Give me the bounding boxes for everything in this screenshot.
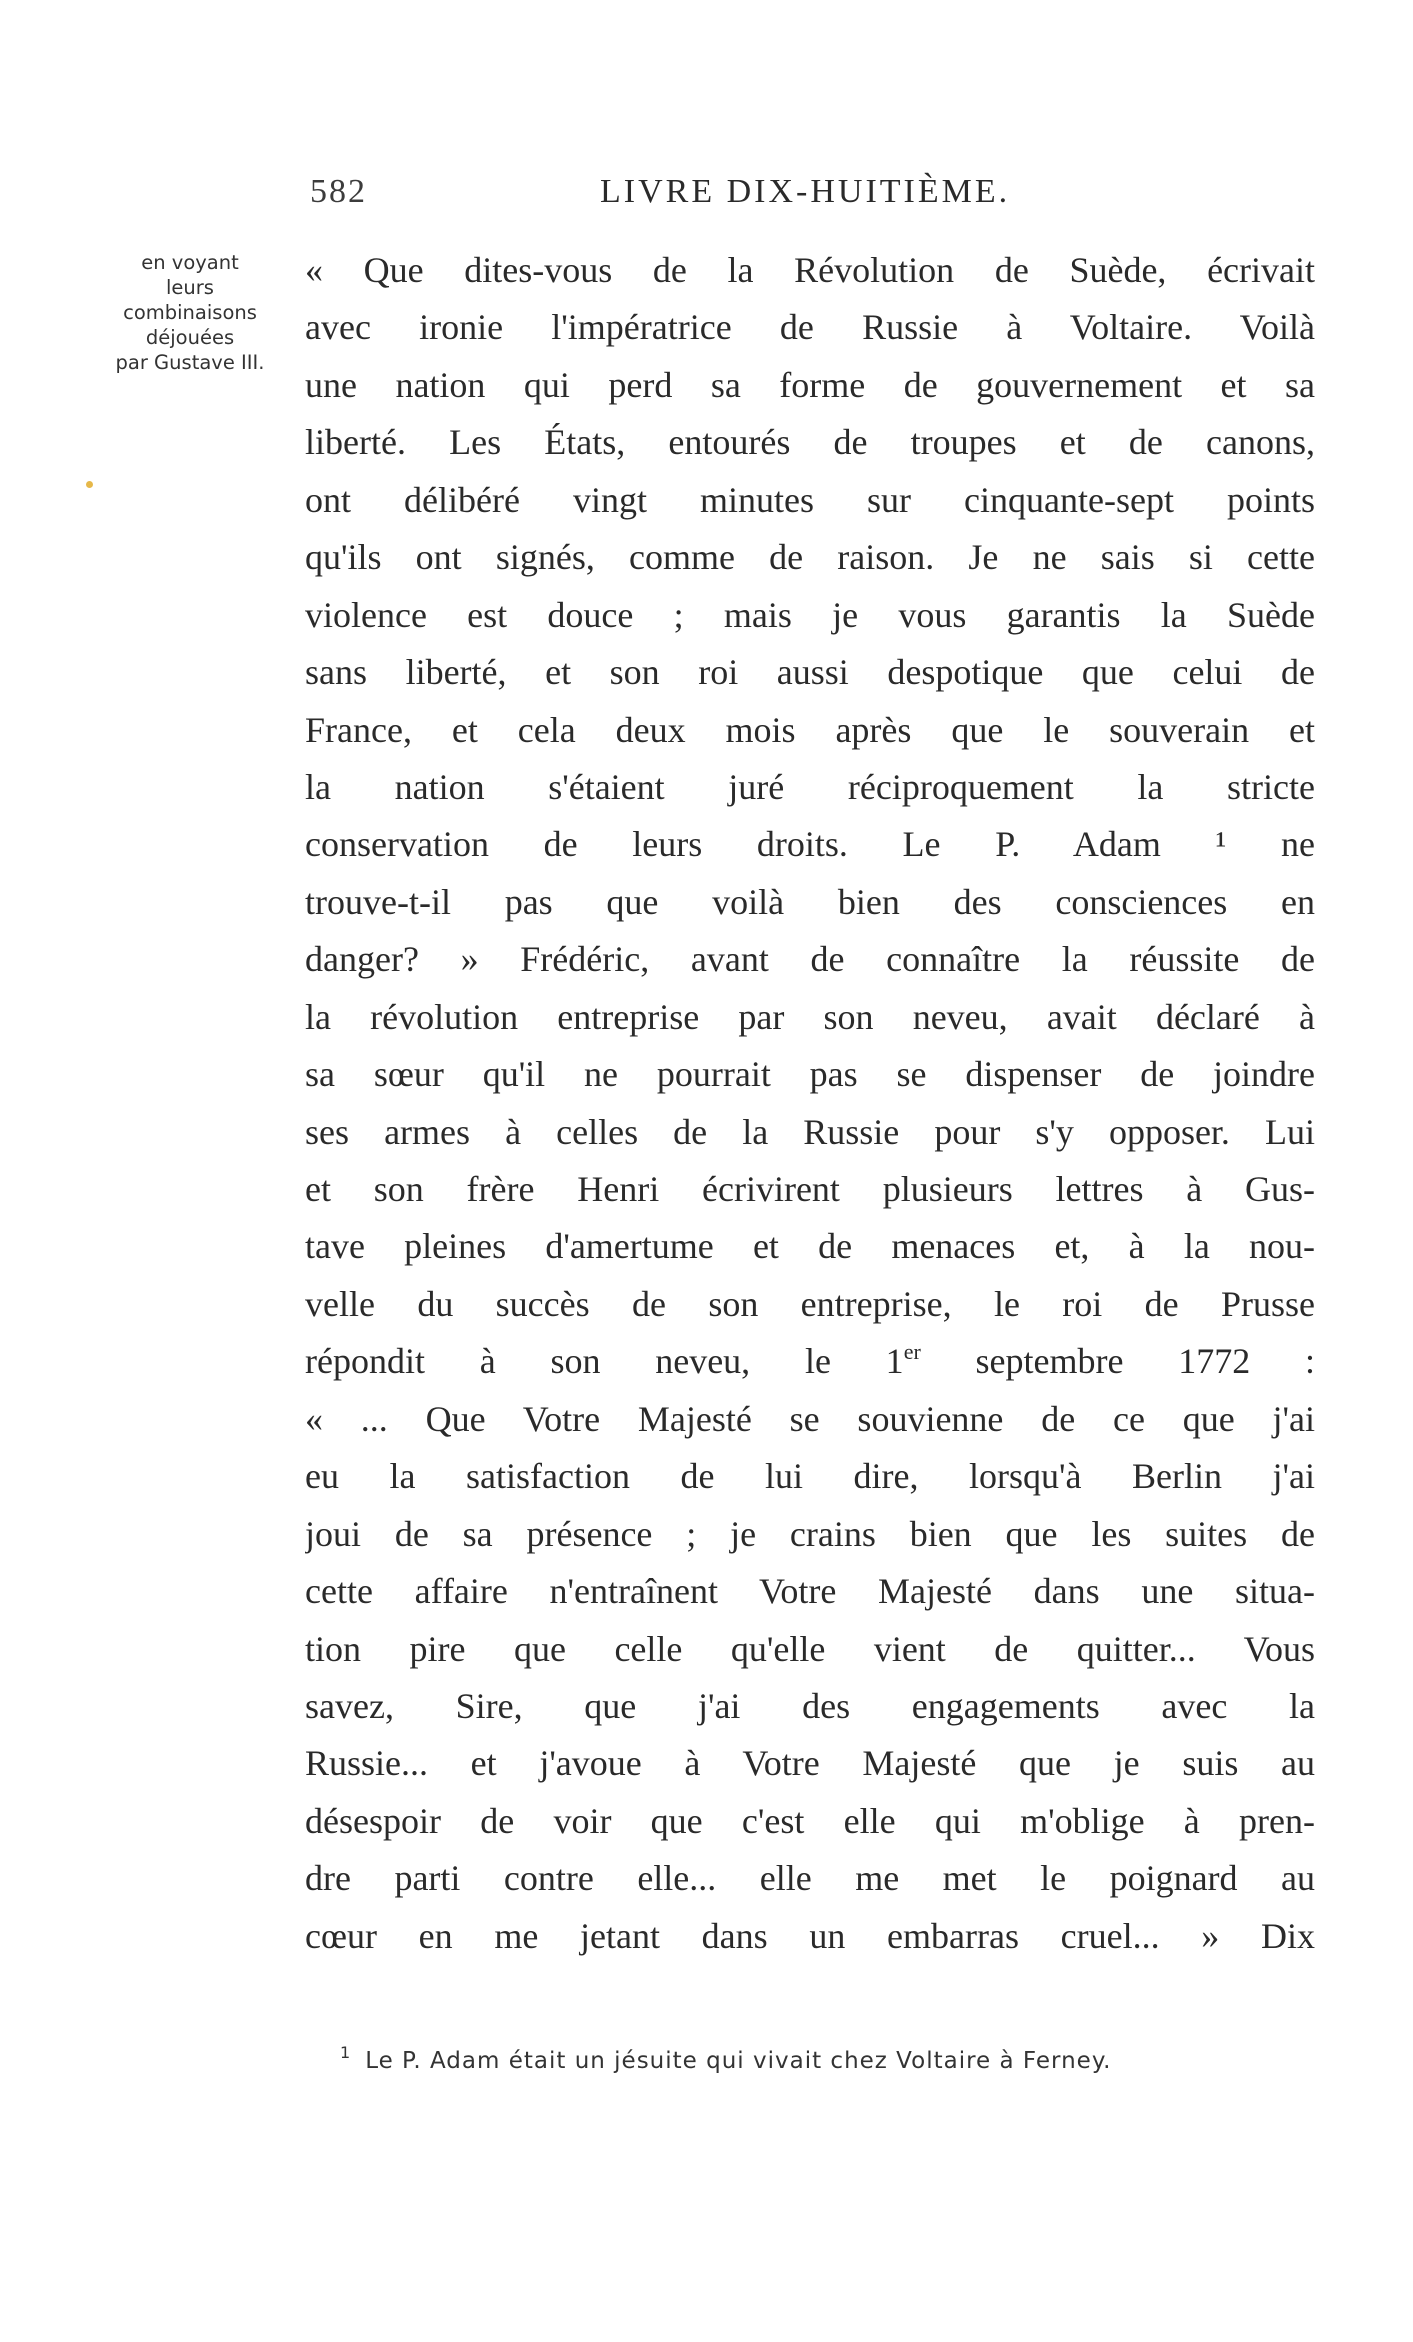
text-line: sa sœur qu'il ne pourrait pas se dispenser de joindre xyxy=(305,1054,1315,1095)
margin-note-line: leurs xyxy=(166,276,214,299)
text-line: dre parti contre elle... elle me met le poignard au xyxy=(305,1858,1315,1899)
text-line: France, et cela deux mois après que le souverain et xyxy=(305,709,1315,750)
text-line: désespoir de voir que c'est elle qui m'oblige à pren- xyxy=(305,1800,1315,1841)
running-title: LIVRE DIX-HUITIÈME. xyxy=(600,173,1011,210)
text-line: velle du succès de son entreprise, le roi de Prusse xyxy=(305,1283,1315,1324)
running-header xyxy=(300,173,1320,223)
text-line: eu la satisfaction de lui dire, lorsqu'à Berlin j'ai xyxy=(305,1456,1315,1497)
date-tail: septembre 1772 : xyxy=(920,1341,1315,1382)
text-line-date xyxy=(305,1333,1315,1390)
text-line: cœur en me jetant dans un embarras cruel... » Dix xyxy=(305,1915,1315,1956)
margin-note-line: par Gustave III. xyxy=(115,351,265,374)
text-line: ses armes à celles de la Russie pour s'y opposer. Lui xyxy=(305,1111,1315,1152)
text-line: Russie... et j'avoue à Votre Majesté que je suis au xyxy=(305,1743,1315,1784)
text-line: et son frère Henri écrivirent plusieurs lettres à Gus- xyxy=(305,1169,1315,1209)
footnote-marker: 1 xyxy=(340,2043,352,2062)
text-line: trouve-t-il pas que voilà bien des consciences en xyxy=(305,881,1315,922)
text-line: ont délibéré vingt minutes sur cinquante-sept points xyxy=(305,479,1315,520)
text-line: joui de sa présence ; je crains bien que les suites de xyxy=(305,1513,1315,1554)
margin-note-line: en voyant xyxy=(141,251,239,274)
text-line: sans liberté, et son roi aussi despotique que celui de xyxy=(305,652,1315,693)
text-line: tion pire que celle qu'elle vient de quitter... Vous xyxy=(305,1628,1315,1669)
text-line: une nation qui perd sa forme de gouvernement et sa xyxy=(305,364,1315,405)
text-line: savez, Sire, que j'ai des engagements avec la xyxy=(305,1685,1315,1726)
ordinal-superscript: er xyxy=(903,1339,921,1365)
text-line: violence est douce ; mais je vous garantis la Suède xyxy=(305,594,1315,635)
text-line: conservation de leurs droits. Le P. Adam ¹ ne xyxy=(305,824,1315,865)
footnote-text: Le P. Adam était un jésuite qui vivait chez Voltaire à Ferney. xyxy=(365,2048,1112,2074)
text-line: danger? » Frédéric, avant de connaître la réussite de xyxy=(305,939,1315,980)
margin-note-line: combinaisons xyxy=(123,301,257,324)
date-text: répondit à son neveu, le 1 xyxy=(305,1341,904,1382)
page-number: 582 xyxy=(310,173,367,210)
text-line: avec ironie l'impératrice de Russie à Voltaire. Voilà xyxy=(305,307,1315,348)
footnote xyxy=(340,2043,1240,2074)
margin-note xyxy=(100,250,280,375)
text-line: qu'ils ont signés, comme de raison. Je ne sais si cette xyxy=(305,537,1315,578)
text-line: la révolution entreprise par son neveu, avait déclaré à xyxy=(305,996,1315,1037)
margin-dot xyxy=(86,481,93,488)
text-line: liberté. Les États, entourés de troupes et de canons, xyxy=(305,422,1315,463)
text-line: « ... Que Votre Majesté se souvienne de ce que j'ai xyxy=(305,1398,1315,1439)
body-text xyxy=(305,242,1315,1965)
margin-note-line: déjouées xyxy=(145,326,235,349)
text-line: tave pleines d'amertume et de menaces et, à la nou- xyxy=(305,1226,1315,1267)
text-line: la nation s'étaient juré réciproquement la stricte xyxy=(305,766,1315,807)
text-line: « Que dites-vous de la Révolution de Suède, écrivait xyxy=(305,250,1315,290)
text-line: cette affaire n'entraînent Votre Majesté dans une situa- xyxy=(305,1571,1315,1612)
